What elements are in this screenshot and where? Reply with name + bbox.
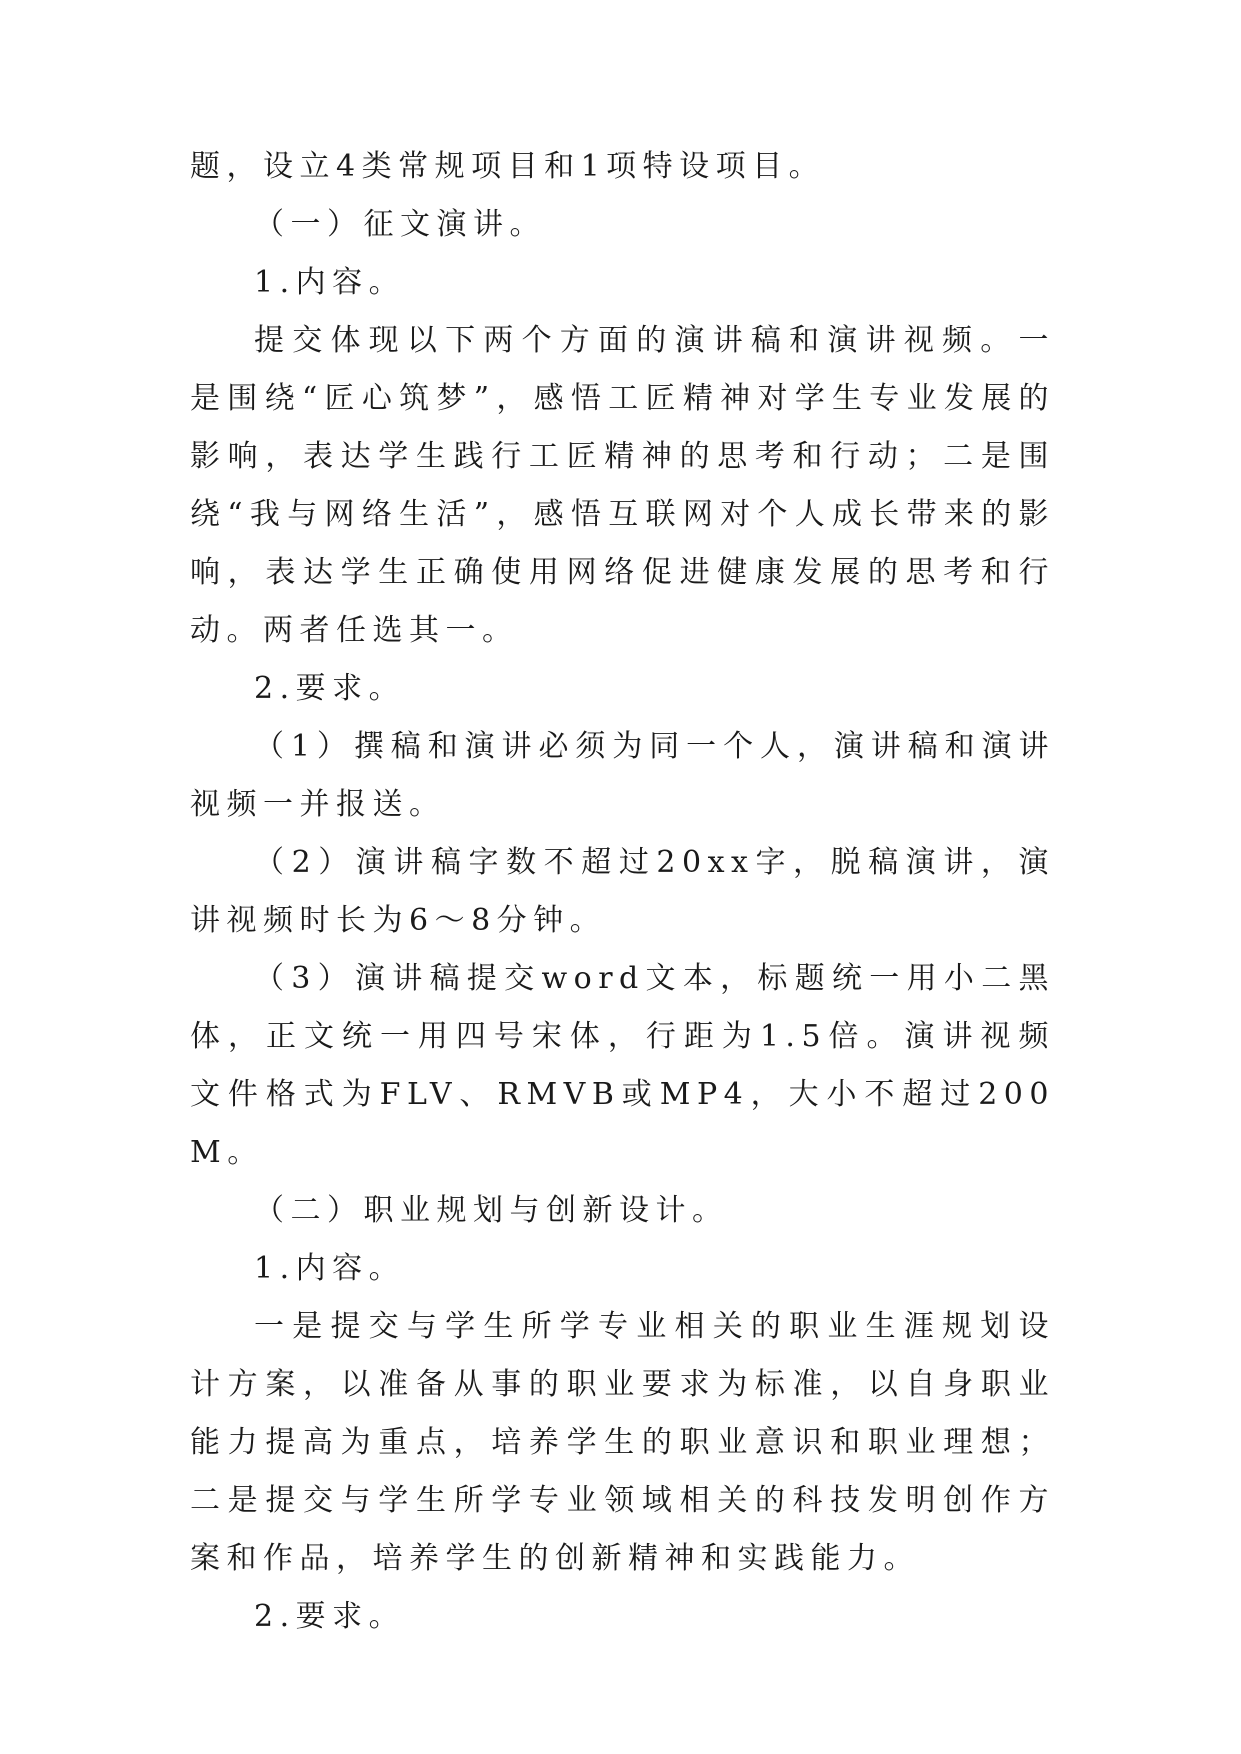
subheading-content: 1.内容。 — [254, 265, 406, 300]
subheading-content-2: 1.内容。 — [254, 1251, 406, 1286]
requirement-item-1: （1）撰稿和演讲必须为同一个人，演讲稿和演讲视频一并报送。 — [190, 729, 1055, 822]
requirement-item-3: （3）演讲稿提交word文本，标题统一用小二黑体，正文统一用四号宋体，行距为1.5倍。演讲视频文件格式为FLV、RMVB或MP4，大小不超过200M。 — [190, 961, 1055, 1170]
heading-section-one: （一）征文演讲。 — [254, 207, 546, 242]
heading-section-two: （二）职业规划与创新设计。 — [254, 1193, 729, 1228]
subheading-requirements: 2.要求。 — [254, 671, 406, 706]
subheading-requirements-2: 2.要求。 — [254, 1599, 406, 1634]
document-body — [190, 138, 1055, 1646]
paragraph-continuation: 题，设立4类常规项目和1项特设项目。 — [190, 149, 826, 184]
paragraph-content-speech: 提交体现以下两个方面的演讲稿和演讲视频。一是围绕“匠心筑梦”，感悟工匠精神对学生专业发展的影响，表达学生践行工匠精神的思考和行动；二是围绕“我与网络生活”，感悟互联网对个人成长带来的影响，表达学生正确使用网络促进健康发展的思考和行动。两者任选其一。 — [190, 323, 1055, 648]
requirement-item-2: （2）演讲稿字数不超过20xx字，脱稿演讲，演讲视频时长为6～8分钟。 — [190, 845, 1055, 938]
paragraph-content-career: 一是提交与学生所学专业相关的职业生涯规划设计方案，以准备从事的职业要求为标准，以自身职业能力提高为重点，培养学生的职业意识和职业理想；二是提交与学生所学专业领域相关的科技发明创作方案和作品，培养学生的创新精神和实践能力。 — [190, 1309, 1055, 1576]
